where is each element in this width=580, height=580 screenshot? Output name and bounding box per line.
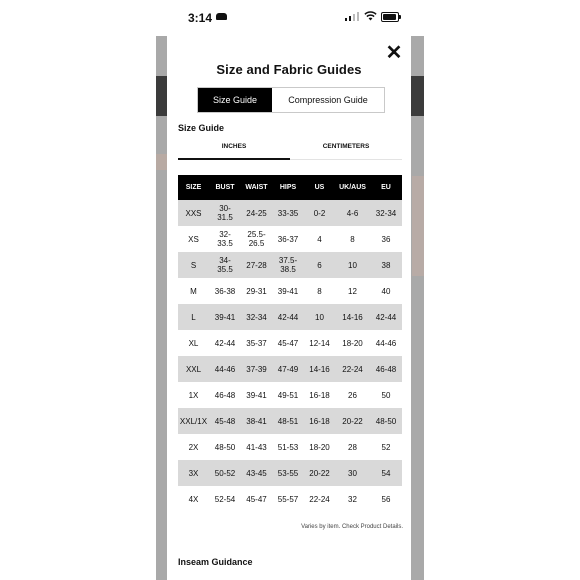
table-cell: 32- 33.5	[217, 230, 233, 248]
table-row	[178, 356, 402, 382]
table-header-row	[178, 175, 402, 200]
table-cell: 39-41	[246, 390, 267, 400]
size-guide-modal	[167, 36, 411, 580]
table-cell: 16-18	[304, 408, 335, 434]
table-cell: 30- 31.5	[209, 200, 241, 226]
table-cell: 1X	[188, 390, 199, 400]
table-cell: 32-34	[241, 304, 272, 330]
table-cell: 8	[350, 234, 355, 244]
table-cell: 8	[317, 286, 322, 296]
table-cell: 14-16	[304, 356, 335, 382]
table-row	[178, 434, 402, 460]
table-cell: 35-37	[246, 338, 267, 348]
table-cell: 45-48	[209, 408, 241, 434]
table-row	[178, 200, 402, 226]
guide-tabs	[197, 87, 385, 113]
column-header: WAIST	[241, 175, 272, 200]
table-cell: 48-50	[214, 442, 236, 452]
table-row	[178, 460, 402, 486]
table-cell: 50	[381, 390, 391, 400]
table-cell: 3X	[178, 460, 209, 486]
cellular-signal-icon	[345, 11, 359, 21]
table-cell: 24-25	[241, 200, 272, 226]
table-cell: L	[178, 304, 209, 330]
size-footnote: Varies by item. Check Product Details.	[301, 524, 403, 530]
table-cell: 10	[304, 304, 335, 330]
background-image-edge	[412, 176, 424, 276]
table-cell: 46-48	[370, 356, 402, 382]
table-cell: 45-47	[246, 494, 267, 504]
table-row	[178, 486, 402, 512]
modal-title: Size and Fabric Guides	[216, 62, 362, 77]
table-row	[178, 278, 402, 304]
tab-size-guide[interactable]: Size Guide	[198, 88, 272, 112]
table-row	[178, 382, 402, 408]
table-cell: 26	[348, 390, 357, 400]
table-cell: 39-41	[209, 304, 241, 330]
table-cell: 52-54	[214, 494, 236, 504]
table-cell: 29-31	[246, 286, 267, 296]
table-cell: S	[178, 252, 209, 278]
table-cell: 54	[370, 460, 402, 486]
status-bar	[0, 0, 580, 36]
table-cell: XXL/1X	[178, 408, 209, 434]
table-cell: 10	[335, 252, 370, 278]
table-cell: 52	[381, 442, 391, 452]
column-header: BUST	[209, 175, 241, 200]
table-cell: 42-44	[214, 338, 236, 348]
table-cell: M	[190, 286, 197, 296]
table-cell: 36-38	[214, 286, 236, 296]
table-cell: 45-47	[277, 338, 299, 348]
table-cell: 0-2	[304, 200, 335, 226]
table-cell: 37.5- 38.5	[272, 252, 304, 278]
table-cell: 50-52	[209, 460, 241, 486]
battery-icon	[381, 12, 399, 22]
table-cell: 14-16	[335, 304, 370, 330]
table-cell: 44-46	[375, 338, 397, 348]
table-cell: 38	[370, 252, 402, 278]
table-cell: 30	[335, 460, 370, 486]
status-time: 3:14	[188, 11, 213, 25]
table-cell: 42-44	[272, 304, 304, 330]
table-cell: 2X	[188, 442, 199, 452]
table-cell: 36-37	[277, 234, 299, 244]
table-row	[178, 252, 402, 278]
table-cell: 25.5- 26.5	[247, 230, 266, 248]
table-cell: 44-46	[209, 356, 241, 382]
table-cell: 40	[381, 286, 391, 296]
table-cell: XS	[188, 234, 199, 244]
wifi-icon	[364, 10, 377, 21]
table-cell: 36	[381, 234, 391, 244]
table-cell: 47-49	[272, 356, 304, 382]
table-row	[178, 226, 402, 252]
table-cell: 18-20	[342, 338, 363, 348]
table-cell: 22-24	[335, 356, 370, 382]
table-cell: 4X	[188, 494, 199, 504]
table-cell: 41-43	[246, 442, 267, 452]
table-cell: 49-51	[277, 390, 299, 400]
column-header: EU	[370, 175, 402, 200]
table-row	[178, 330, 402, 356]
column-header: HIPS	[272, 175, 304, 200]
size-table	[178, 175, 402, 512]
table-cell: XXS	[178, 200, 209, 226]
table-row	[178, 304, 402, 330]
table-cell: 32-34	[370, 200, 402, 226]
table-cell: 48-50	[370, 408, 402, 434]
table-cell: 12	[348, 286, 357, 296]
tab-inches[interactable]: INCHES	[178, 140, 290, 159]
table-cell: 33-35	[272, 200, 304, 226]
table-cell: 12-14	[309, 338, 330, 348]
inseam-guidance-heading: Inseam Guidance	[178, 557, 253, 567]
table-cell: 6	[304, 252, 335, 278]
unit-tabs	[178, 140, 402, 160]
table-cell: 42-44	[370, 304, 402, 330]
tab-compression-guide[interactable]: Compression Guide	[272, 88, 384, 112]
column-header: US	[304, 175, 335, 200]
table-cell: 46-48	[214, 390, 236, 400]
tab-centimeters[interactable]: CENTIMETERS	[322, 143, 370, 150]
table-cell: 22-24	[309, 494, 330, 504]
table-cell: 37-39	[241, 356, 272, 382]
size-guide-heading: Size Guide	[178, 123, 225, 133]
table-cell: XXL	[178, 356, 209, 382]
car-icon	[216, 13, 227, 20]
table-cell: 55-57	[277, 494, 299, 504]
table-cell: 39-41	[277, 286, 299, 296]
table-cell: 4	[317, 234, 322, 244]
table-cell: 56	[381, 494, 391, 504]
column-header: SIZE	[178, 175, 209, 200]
close-button[interactable]: ✕	[385, 42, 403, 64]
table-cell: 48-51	[272, 408, 304, 434]
table-cell: 51-53	[277, 442, 299, 452]
column-header: UK/AUS	[335, 175, 370, 200]
table-cell: 16-18	[309, 390, 330, 400]
table-cell: 38-41	[241, 408, 272, 434]
table-cell: 20-22	[304, 460, 335, 486]
table-cell: 20-22	[335, 408, 370, 434]
table-cell: 53-55	[272, 460, 304, 486]
table-cell: 32	[348, 494, 357, 504]
table-row	[178, 408, 402, 434]
table-cell: 34- 35.5	[209, 252, 241, 278]
table-cell: XL	[188, 338, 199, 348]
table-cell: 4-6	[335, 200, 370, 226]
table-cell: 18-20	[309, 442, 330, 452]
table-cell: 43-45	[241, 460, 272, 486]
table-cell: 28	[348, 442, 357, 452]
table-cell: 27-28	[241, 252, 272, 278]
